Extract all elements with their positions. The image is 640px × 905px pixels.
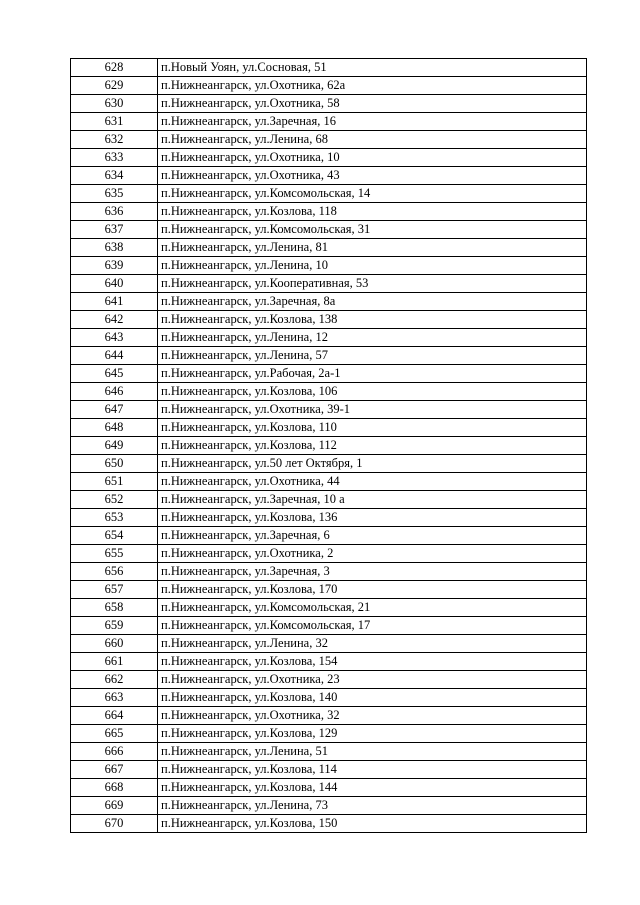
table-row	[71, 797, 587, 815]
row-number: 670	[71, 815, 158, 833]
row-address: п.Нижнеангарск, ул.Козлова, 144	[158, 779, 587, 797]
row-number: 666	[71, 743, 158, 761]
table-row	[71, 545, 587, 563]
row-number: 630	[71, 95, 158, 113]
row-address: п.Нижнеангарск, ул.Козлова, 138	[158, 311, 587, 329]
table-row	[71, 725, 587, 743]
row-address: п.Нижнеангарск, ул.Охотника, 39-1	[158, 401, 587, 419]
table-row	[71, 185, 587, 203]
table-row	[71, 311, 587, 329]
row-address: п.Нижнеангарск, ул.Козлова, 112	[158, 437, 587, 455]
row-number: 648	[71, 419, 158, 437]
row-address: п.Нижнеангарск, ул.Заречная, 16	[158, 113, 587, 131]
table-row	[71, 599, 587, 617]
row-number: 651	[71, 473, 158, 491]
row-number: 656	[71, 563, 158, 581]
table-row	[71, 347, 587, 365]
table-row	[71, 653, 587, 671]
row-number: 659	[71, 617, 158, 635]
row-number: 654	[71, 527, 158, 545]
row-number: 665	[71, 725, 158, 743]
row-number: 628	[71, 59, 158, 77]
table-row	[71, 221, 587, 239]
table-row	[71, 437, 587, 455]
table-row	[71, 59, 587, 77]
table-row	[71, 815, 587, 833]
table-row	[71, 95, 587, 113]
table-row	[71, 167, 587, 185]
row-address: п.Нижнеангарск, ул.Комсомольская, 31	[158, 221, 587, 239]
row-address: п.Новый Уоян, ул.Сосновая, 51	[158, 59, 587, 77]
row-address: п.Нижнеангарск, ул.Ленина, 57	[158, 347, 587, 365]
row-number: 637	[71, 221, 158, 239]
row-number: 632	[71, 131, 158, 149]
table-row	[71, 275, 587, 293]
address-table	[70, 58, 587, 833]
row-address: п.Нижнеангарск, ул.Комсомольская, 21	[158, 599, 587, 617]
row-number: 647	[71, 401, 158, 419]
table-row	[71, 473, 587, 491]
table-row	[71, 707, 587, 725]
table-row	[71, 257, 587, 275]
table-row	[71, 113, 587, 131]
row-address: п.Нижнеангарск, ул.Козлова, 140	[158, 689, 587, 707]
row-address: п.Нижнеангарск, ул.Козлова, 118	[158, 203, 587, 221]
table-row	[71, 491, 587, 509]
row-number: 646	[71, 383, 158, 401]
table-row	[71, 329, 587, 347]
row-number: 638	[71, 239, 158, 257]
table-row	[71, 77, 587, 95]
row-address: п.Нижнеангарск, ул.Козлова, 150	[158, 815, 587, 833]
table-row	[71, 149, 587, 167]
row-address: п.Нижнеангарск, ул.Охотника, 23	[158, 671, 587, 689]
row-number: 667	[71, 761, 158, 779]
row-number: 641	[71, 293, 158, 311]
table-row	[71, 203, 587, 221]
row-number: 639	[71, 257, 158, 275]
table-row	[71, 239, 587, 257]
row-number: 664	[71, 707, 158, 725]
table-row	[71, 455, 587, 473]
row-number: 649	[71, 437, 158, 455]
row-address: п.Нижнеангарск, ул.Козлова, 154	[158, 653, 587, 671]
table-row	[71, 383, 587, 401]
table-row	[71, 689, 587, 707]
row-address: п.Нижнеангарск, ул.Ленина, 12	[158, 329, 587, 347]
row-address: п.Нижнеангарск, ул.Охотника, 44	[158, 473, 587, 491]
row-address: п.Нижнеангарск, ул.Охотника, 32	[158, 707, 587, 725]
row-address: п.Нижнеангарск, ул.Ленина, 32	[158, 635, 587, 653]
row-address: п.Нижнеангарск, ул.Ленина, 68	[158, 131, 587, 149]
row-address: п.Нижнеангарск, ул.Кооперативная, 53	[158, 275, 587, 293]
table-row	[71, 617, 587, 635]
document-page	[70, 58, 587, 833]
row-address: п.Нижнеангарск, ул.Заречная, 10 а	[158, 491, 587, 509]
table-row	[71, 527, 587, 545]
row-address: п.Нижнеангарск, ул.Заречная, 8а	[158, 293, 587, 311]
table-row	[71, 131, 587, 149]
row-address: п.Нижнеангарск, ул.Охотника, 2	[158, 545, 587, 563]
table-row	[71, 509, 587, 527]
row-number: 663	[71, 689, 158, 707]
row-number: 658	[71, 599, 158, 617]
row-number: 634	[71, 167, 158, 185]
row-number: 644	[71, 347, 158, 365]
row-address: п.Нижнеангарск, ул.Охотника, 10	[158, 149, 587, 167]
table-row	[71, 779, 587, 797]
row-address: п.Нижнеангарск, ул.Заречная, 6	[158, 527, 587, 545]
row-number: 650	[71, 455, 158, 473]
address-table-body	[71, 59, 587, 833]
row-address: п.Нижнеангарск, ул.Рабочая, 2а-1	[158, 365, 587, 383]
row-number: 629	[71, 77, 158, 95]
row-address: п.Нижнеангарск, ул.Охотника, 43	[158, 167, 587, 185]
row-number: 662	[71, 671, 158, 689]
row-number: 636	[71, 203, 158, 221]
row-address: п.Нижнеангарск, ул.Козлова, 110	[158, 419, 587, 437]
row-number: 657	[71, 581, 158, 599]
row-address: п.Нижнеангарск, ул.Козлова, 106	[158, 383, 587, 401]
table-row	[71, 761, 587, 779]
table-row	[71, 635, 587, 653]
row-number: 652	[71, 491, 158, 509]
table-row	[71, 293, 587, 311]
row-number: 653	[71, 509, 158, 527]
row-address: п.Нижнеангарск, ул.Комсомольская, 17	[158, 617, 587, 635]
table-row	[71, 365, 587, 383]
row-address: п.Нижнеангарск, ул.Ленина, 73	[158, 797, 587, 815]
row-number: 669	[71, 797, 158, 815]
row-address: п.Нижнеангарск, ул.Ленина, 51	[158, 743, 587, 761]
table-row	[71, 671, 587, 689]
row-number: 640	[71, 275, 158, 293]
row-number: 655	[71, 545, 158, 563]
row-number: 668	[71, 779, 158, 797]
row-address: п.Нижнеангарск, ул.Ленина, 10	[158, 257, 587, 275]
row-number: 642	[71, 311, 158, 329]
row-address: п.Нижнеангарск, ул.Козлова, 136	[158, 509, 587, 527]
row-number: 645	[71, 365, 158, 383]
table-row	[71, 419, 587, 437]
row-number: 635	[71, 185, 158, 203]
table-row	[71, 401, 587, 419]
row-address: п.Нижнеангарск, ул.Охотника, 58	[158, 95, 587, 113]
table-row	[71, 743, 587, 761]
row-address: п.Нижнеангарск, ул.Ленина, 81	[158, 239, 587, 257]
row-number: 643	[71, 329, 158, 347]
row-address: п.Нижнеангарск, ул.Охотника, 62а	[158, 77, 587, 95]
row-number: 633	[71, 149, 158, 167]
table-row	[71, 563, 587, 581]
row-number: 631	[71, 113, 158, 131]
row-address: п.Нижнеангарск, ул.Комсомольская, 14	[158, 185, 587, 203]
row-address: п.Нижнеангарск, ул.50 лет Октября, 1	[158, 455, 587, 473]
table-row	[71, 581, 587, 599]
row-address: п.Нижнеангарск, ул.Козлова, 129	[158, 725, 587, 743]
row-address: п.Нижнеангарск, ул.Заречная, 3	[158, 563, 587, 581]
row-address: п.Нижнеангарск, ул.Козлова, 114	[158, 761, 587, 779]
row-address: п.Нижнеангарск, ул.Козлова, 170	[158, 581, 587, 599]
row-number: 660	[71, 635, 158, 653]
row-number: 661	[71, 653, 158, 671]
